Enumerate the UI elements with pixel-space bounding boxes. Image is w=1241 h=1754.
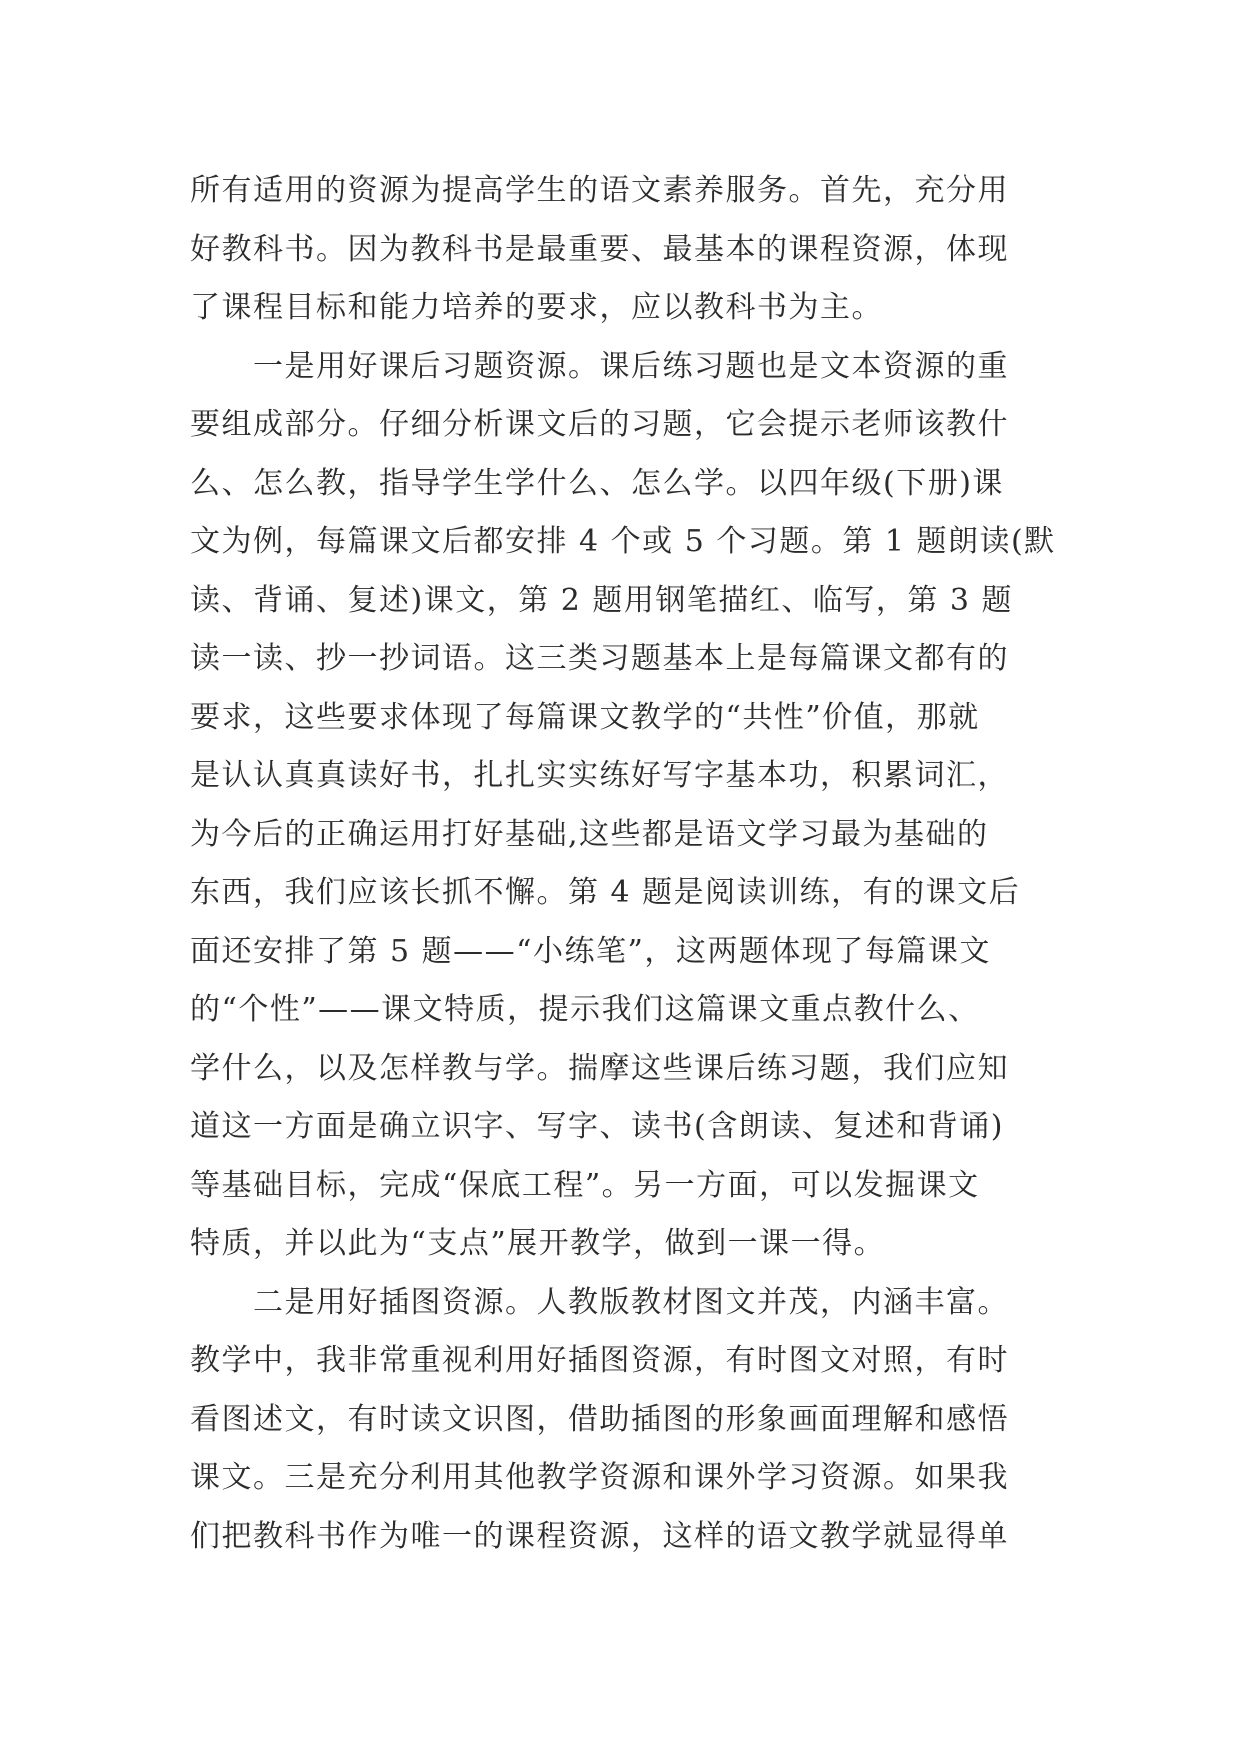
- text-line: 课文。三是充分利用其他教学资源和课外学习资源。如果我: [190, 1460, 1009, 1495]
- text-line: 东西，我们应该长抓不懈。第 4 题是阅读训练，有的课文后: [190, 875, 1021, 910]
- text-line: 是认认真真读好书，扎扎实实练好写字基本功，积累词汇，: [190, 758, 1009, 793]
- text-line: 好教科书。因为教科书是最重要、最基本的课程资源，体现: [190, 231, 1009, 267]
- text-line: 特质，并以此为“支点”展开教学，做到一课一得。: [190, 1226, 886, 1261]
- text-line: 文为例，每篇课文后都安排 4 个或 5 个习题。第 1 题朗读(默: [190, 524, 1056, 559]
- text-line: 所有适用的资源为提高学生的语文素养服务。首先，充分用: [190, 173, 1009, 208]
- text-line: 面还安排了第 5 题——“小练笔”，这两题体现了每篇课文: [190, 933, 991, 969]
- text-line: 等基础目标，完成“保底工程”。另一方面，可以发掘课文: [190, 1167, 980, 1203]
- text-line: 一是用好课后习题资源。课后练习题也是文本资源的重: [190, 348, 1009, 384]
- text-line: 们把教科书作为唯一的课程资源，这样的语文教学就显得单: [190, 1518, 1009, 1554]
- text-line: 读、背诵、复述)课文，第 2 题用钢笔描红、临写，第 3 题: [190, 582, 1014, 618]
- text-line: 二是用好插图资源。人教版教材图文并茂，内涵丰富。: [190, 1284, 1009, 1320]
- text-line: 么、怎么教，指导学生学什么、怎么学。以四年级(下册)课: [190, 465, 1004, 501]
- text-line: 读一读、抄一抄词语。这三类习题基本上是每篇课文都有的: [190, 641, 1009, 676]
- text-line: 为今后的正确运用打好基础,这些都是语文学习最为基础的: [190, 816, 989, 852]
- body-text: [190, 162, 1060, 1566]
- text-line: 要求，这些要求体现了每篇课文教学的“共性”价值，那就: [190, 699, 980, 735]
- text-line: 道这一方面是确立识字、写字、读书(含朗读、复述和背诵): [190, 1109, 1004, 1144]
- text-line: 看图述文，有时读文识图，借助插图的形象画面理解和感悟: [190, 1401, 1009, 1437]
- text-line: 学什么，以及怎样教与学。揣摩这些课后练习题，我们应知: [190, 1050, 1009, 1086]
- text-line: 要组成部分。仔细分析课文后的习题，它会提示老师该教什: [190, 407, 1009, 442]
- text-line: 的“个性”——课文特质，提示我们这篇课文重点教什么、: [190, 992, 980, 1027]
- text-line: 了课程目标和能力培养的要求，应以教科书为主。: [190, 290, 883, 325]
- text-line: 教学中，我非常重视利用好插图资源，有时图文对照，有时: [190, 1343, 1009, 1378]
